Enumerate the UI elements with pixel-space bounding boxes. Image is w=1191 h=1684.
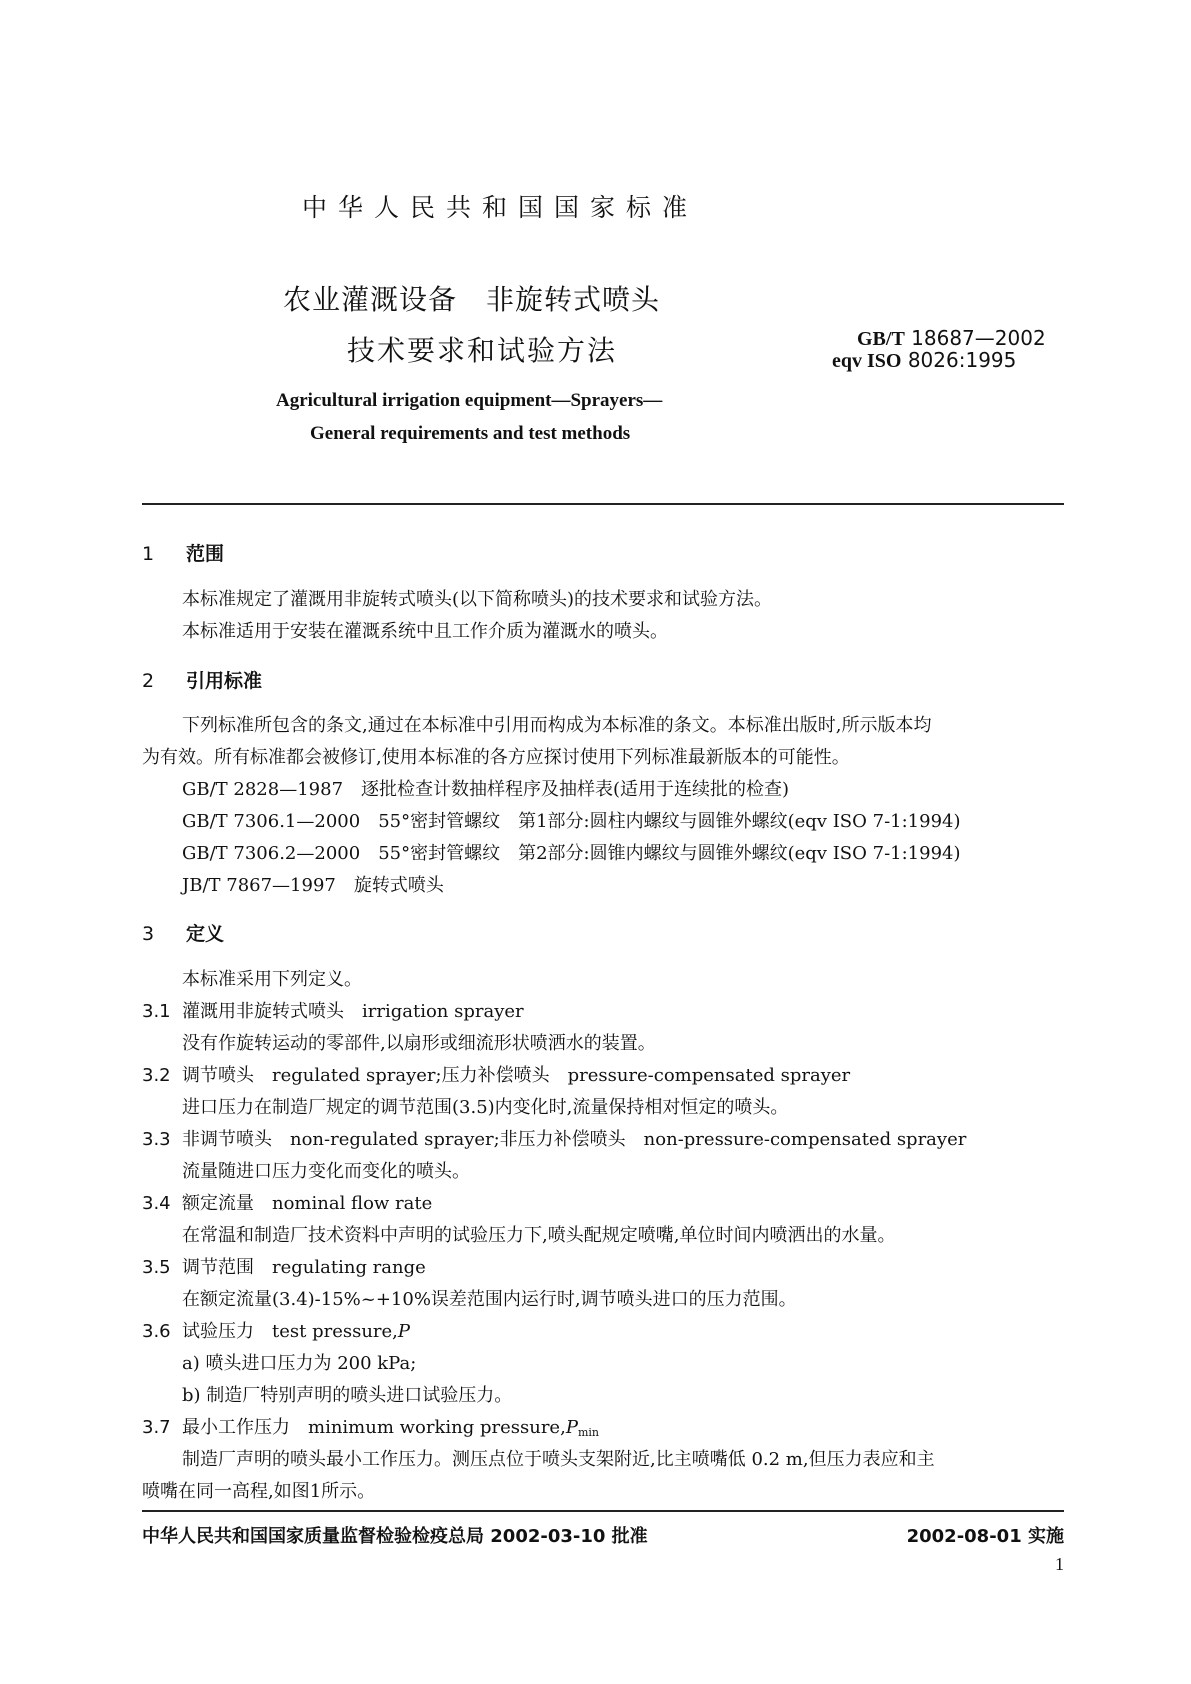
definition-3-3-number: 3.3 (142, 1129, 171, 1150)
definition-3-7-text-line2: 喷嘴在同一高程,如图1所示。 (142, 1481, 376, 1502)
definition-3-2-text: 进口压力在制造厂规定的调节范围(3.5)内变化时,流量保持相对恒定的喷头。 (182, 1097, 789, 1118)
equivalent-standard (832, 348, 1016, 373)
section-2-title: 引用标准 (186, 670, 263, 692)
standard-code-prefix: GB/T (857, 328, 905, 350)
section-3-intro: 本标准采用下列定义。 (182, 969, 362, 990)
definition-3-2-term (142, 1061, 850, 1087)
definition-3-6-term-text: 试验压力 test pressure, (182, 1321, 398, 1342)
definition-3-4-term-text: 额定流量 nominal flow rate (182, 1193, 433, 1214)
title-en-line1: Agricultural irrigation equipment—Sprayers— (276, 390, 663, 411)
definition-3-6-number: 3.6 (142, 1321, 171, 1342)
definition-3-7-number: 3.7 (142, 1417, 171, 1438)
min-pressure-subscript: min (577, 1426, 599, 1439)
reference-item: GB/T 7306.1—2000 55°密封管螺纹 第1部分:圆柱内螺纹与圆锥外螺纹(eqv ISO 7-1:1994) (182, 811, 961, 832)
definition-3-7-text-line1: 制造厂声明的喷头最小工作压力。测压点位于喷头支架附近,比主喷嘴低 0.2 m,但压力表应和主 (182, 1449, 935, 1470)
definition-3-1-number: 3.1 (142, 1001, 171, 1022)
definition-3-2-term-text: 调节喷头 regulated sprayer;压力补偿喷头 pressure-compensated sprayer (182, 1065, 851, 1086)
section-3-title: 定义 (186, 923, 225, 945)
section-2-paragraph-line2: 为有效。所有标准都会被修订,使用本标准的各方应探讨使用下列标准最新版本的可能性。 (142, 747, 850, 768)
title-cn-line1: 农业灌溉设备 非旋转式喷头 (283, 283, 661, 316)
page-number: 1 (1055, 1554, 1064, 1574)
definition-3-2-number: 3.2 (142, 1065, 171, 1086)
equivalent-prefix: eqv ISO (832, 350, 902, 372)
definition-3-3-term (142, 1125, 966, 1151)
definition-3-5-term-text: 调节范围 regulating range (182, 1257, 426, 1278)
national-standard-heading: 中华人民共和国国家标准 (302, 193, 699, 222)
title-en-line2: General requirements and test methods (310, 423, 631, 444)
definition-3-4-text: 在常温和制造厂技术资料中声明的试验压力下,喷头配规定喷嘴,单位时间内喷洒出的水量。 (182, 1225, 896, 1246)
definition-3-6-item-a: a) 喷头进口压力为 200 kPa; (182, 1353, 417, 1374)
definition-3-3-text: 流量随进口压力变化而变化的喷头。 (182, 1161, 470, 1182)
standard-code-number: 18687—2002 (911, 326, 1046, 350)
header-divider (142, 503, 1064, 505)
section-3-heading (142, 919, 224, 946)
reference-item: JB/T 7867—1997 旋转式喷头 (182, 875, 444, 896)
min-pressure-symbol: P (565, 1417, 578, 1438)
definition-3-5-term (142, 1253, 426, 1279)
section-1-number: 1 (142, 543, 155, 565)
section-2-number: 2 (142, 670, 155, 692)
definition-3-6-item-b: b) 制造厂特别声明的喷头进口试验压力。 (182, 1385, 513, 1406)
test-pressure-symbol: P (397, 1321, 411, 1342)
definition-3-6-term (142, 1317, 410, 1343)
section-2-paragraph-line1: 下列标准所包含的条文,通过在本标准中引用而构成为本标准的条文。本标准出版时,所示版本均 (182, 715, 932, 736)
section-1-heading (142, 539, 224, 566)
definition-3-1-term-text: 灌溉用非旋转式喷头 irrigation sprayer (182, 1001, 524, 1022)
equivalent-number: 8026:1995 (907, 348, 1017, 372)
implementation-date: 2002-08-01 实施 (906, 1526, 1064, 1547)
title-cn-line2: 技术要求和试验方法 (347, 334, 618, 367)
section-1-paragraph-2: 本标准适用于安装在灌溉系统中且工作介质为灌溉水的喷头。 (182, 621, 668, 642)
reference-item: GB/T 7306.2—2000 55°密封管螺纹 第2部分:圆锥内螺纹与圆锥外螺纹(eqv ISO 7-1:1994) (182, 843, 961, 864)
approval-line: 中华人民共和国国家质量监督检验检疫总局 2002-03-10 批准 (142, 1526, 648, 1547)
section-3-number: 3 (142, 923, 155, 945)
definition-3-5-text: 在额定流量(3.4)-15%~+10%误差范围内运行时,调节喷头进口的压力范围。 (182, 1289, 797, 1310)
definition-3-4-number: 3.4 (142, 1193, 171, 1214)
definition-3-1-text: 没有作旋转运动的零部件,以扇形或细流形状喷洒水的装置。 (182, 1033, 656, 1054)
reference-item: GB/T 2828—1987 逐批检查计数抽样程序及抽样表(适用于连续批的检查) (182, 779, 790, 800)
section-1-title: 范围 (186, 543, 225, 565)
definition-3-7-term-text: 最小工作压力 minimum working pressure, (182, 1417, 566, 1438)
section-2-heading (142, 666, 262, 693)
definition-3-4-term (142, 1189, 432, 1215)
footer-divider (142, 1510, 1064, 1512)
section-1-paragraph-1: 本标准规定了灌溉用非旋转式喷头(以下简称喷头)的技术要求和试验方法。 (182, 589, 773, 610)
definition-3-7-term (142, 1413, 599, 1439)
definition-3-1-term (142, 997, 524, 1023)
definition-3-3-term-text: 非调节喷头 non-regulated sprayer;非压力补偿喷头 non-pressure-compensated sprayer (182, 1129, 967, 1150)
definition-3-5-number: 3.5 (142, 1257, 171, 1278)
